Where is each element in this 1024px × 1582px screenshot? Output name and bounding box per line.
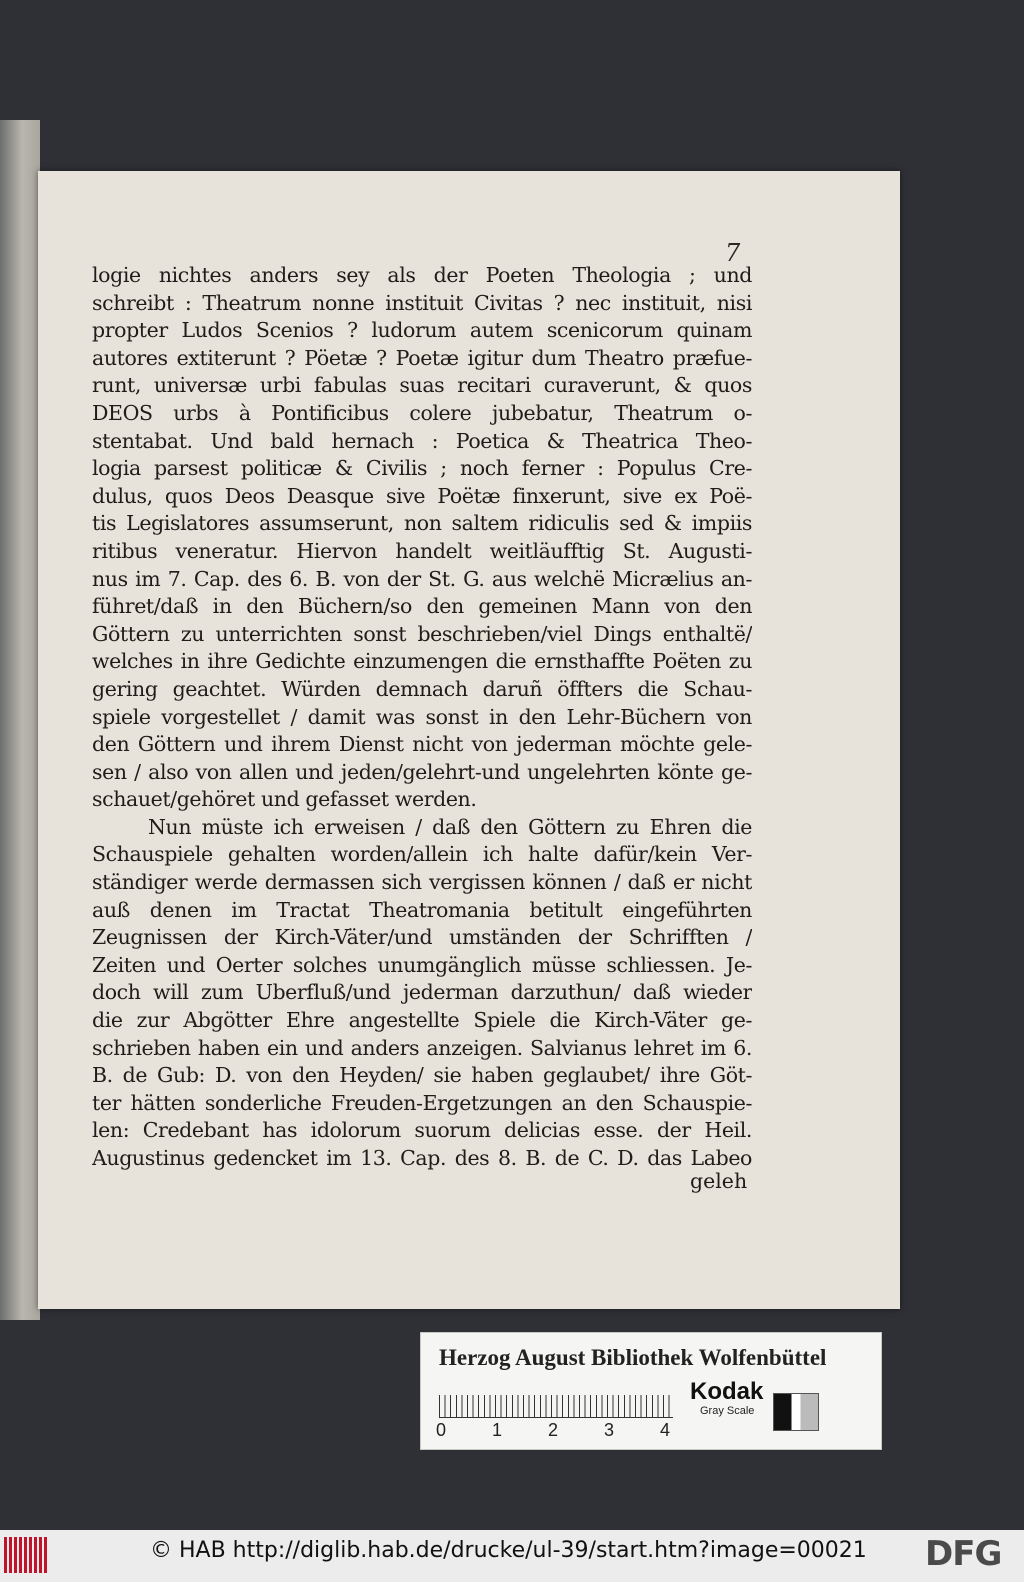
ruler-number: 4 bbox=[660, 1420, 671, 1440]
text-line: nus im 7. Cap. des 6. B. von der St. G. aus welchë Micrælius an- bbox=[92, 566, 752, 591]
ruler-scale bbox=[439, 1385, 673, 1418]
text-line: schreibt : Theatrum nonne instituit Civitas ? nec instituit, nisi bbox=[92, 290, 752, 315]
text-line: tis Legislatores assumserunt, non saltem ridiculis sed & impiis bbox=[92, 511, 752, 536]
text-line: runt, universæ urbi fabulas suas recitari curaverunt, & quos bbox=[92, 373, 752, 398]
text-line: Zeugnissen der Kirch-Väter/und umständen der Schrifften / bbox=[92, 925, 752, 950]
text-line: DEOS urbs à Pontificibus colere jubebatur, Theatrum o- bbox=[92, 400, 752, 425]
source-link[interactable]: © HAB http://diglib.hab.de/drucke/ul-39/start.htm?image=00021 bbox=[150, 1538, 867, 1563]
dfg-logo: DFG bbox=[925, 1534, 1002, 1574]
ruler-number: 1 bbox=[492, 1420, 503, 1440]
text-line: die zur Abgötter Ehre angestellte Spiele die Kirch-Väter ge- bbox=[92, 1008, 752, 1033]
library-name: Herzog August Bibliothek Wolfenbüttel bbox=[439, 1345, 827, 1370]
gray-scale-label: Gray Scale bbox=[700, 1405, 755, 1417]
text-line: Nun müste ich erweisen / daß den Göttern zu Ehren die bbox=[148, 814, 752, 839]
text-line: Göttern zu unterrichten sonst beschrieben/viel Dings enthaltë/ bbox=[92, 621, 752, 646]
catchword: geleh bbox=[690, 1169, 748, 1193]
text-line: auß denen im Tractat Theatromania betitult eingeführten bbox=[92, 897, 752, 922]
text-line: ter hätten sonderliche Freuden-Ergetzungen an den Schauspie- bbox=[92, 1090, 752, 1115]
text-line: logie nichtes anders sey als der Poeten Theologia ; und bbox=[92, 263, 752, 287]
text-line: ritibus veneratur. Hiervon handelt weitläufftig St. Augusti- bbox=[92, 538, 752, 563]
gray-patch-icon bbox=[773, 1393, 819, 1431]
page-number: 7 bbox=[725, 239, 741, 267]
page-text bbox=[92, 262, 752, 1173]
text-line: Zeiten und Oerter solches unumgänglich müsse schliessen. Je- bbox=[92, 952, 752, 977]
text-line: sen / also von allen und jeden/gelehrt-und ungelehrten könte ge- bbox=[92, 759, 752, 784]
text-line: Augustinus gedencket im 13. Cap. des 8. B. de C. D. das Labeo bbox=[92, 1146, 752, 1170]
text-line: schauet/gehöret und gefasset werden. bbox=[92, 787, 477, 812]
text-line: führet/daß in den Büchern/so den gemeinen Mann von den bbox=[92, 594, 752, 619]
barcode-icon bbox=[4, 1537, 48, 1573]
ruler-number: 3 bbox=[604, 1420, 615, 1440]
ruler-number: 0 bbox=[436, 1420, 447, 1440]
ruler-number: 2 bbox=[548, 1420, 559, 1440]
text-line: stentabat. Und bald hernach : Poetica & Theatrica Theo- bbox=[92, 428, 752, 453]
text-line: den Göttern und ihrem Dienst nicht von jederman möchte gele- bbox=[92, 732, 752, 757]
adjacent-page-edge bbox=[0, 120, 40, 1320]
text-line: schrieben haben ein und anders anzeigen. Salvianus lehret im 6. bbox=[92, 1035, 752, 1060]
text-line: ständiger werde dermassen sich vergissen können / daß er nicht bbox=[92, 870, 752, 895]
text-line: B. de Gub: D. von den Heyden/ sie haben geglaubet/ ihre Göt- bbox=[92, 1063, 752, 1088]
text-line: propter Ludos Scenios ? ludorum autem scenicorum quinam bbox=[92, 318, 752, 343]
text-line: doch will zum Uberfluß/und jederman darzuthun/ daß wieder bbox=[92, 980, 752, 1005]
text-line: len: Credebant has idolorum suorum delicias esse. der Heil. bbox=[92, 1118, 752, 1143]
text-line: Schauspiele gehalten worden/allein ich halte dafür/kein Ver- bbox=[92, 842, 752, 867]
color-target-card bbox=[420, 1332, 882, 1450]
text-line: autores extiterunt ? Pöetæ ? Poetæ igitur dum Theatro præfue- bbox=[92, 345, 752, 370]
footer-bar bbox=[0, 1530, 1024, 1582]
text-line: gering geachtet. Würden demnach daruñ öffters die Schau- bbox=[92, 676, 752, 701]
kodak-logo: Kodak bbox=[690, 1378, 764, 1405]
text-line: logia parsest politicæ & Civilis ; noch ferner : Populus Cre- bbox=[92, 456, 752, 481]
text-line: welches in ihre Gedichte einzumengen die ernsthaffte Poëten zu bbox=[92, 649, 752, 674]
text-line: spiele vorgestellet / damit was sonst in den Lehr-Büchern von bbox=[92, 704, 752, 729]
text-line: dulus, quos Deos Deasque sive Poëtæ finxerunt, sive ex Poë- bbox=[92, 483, 752, 508]
